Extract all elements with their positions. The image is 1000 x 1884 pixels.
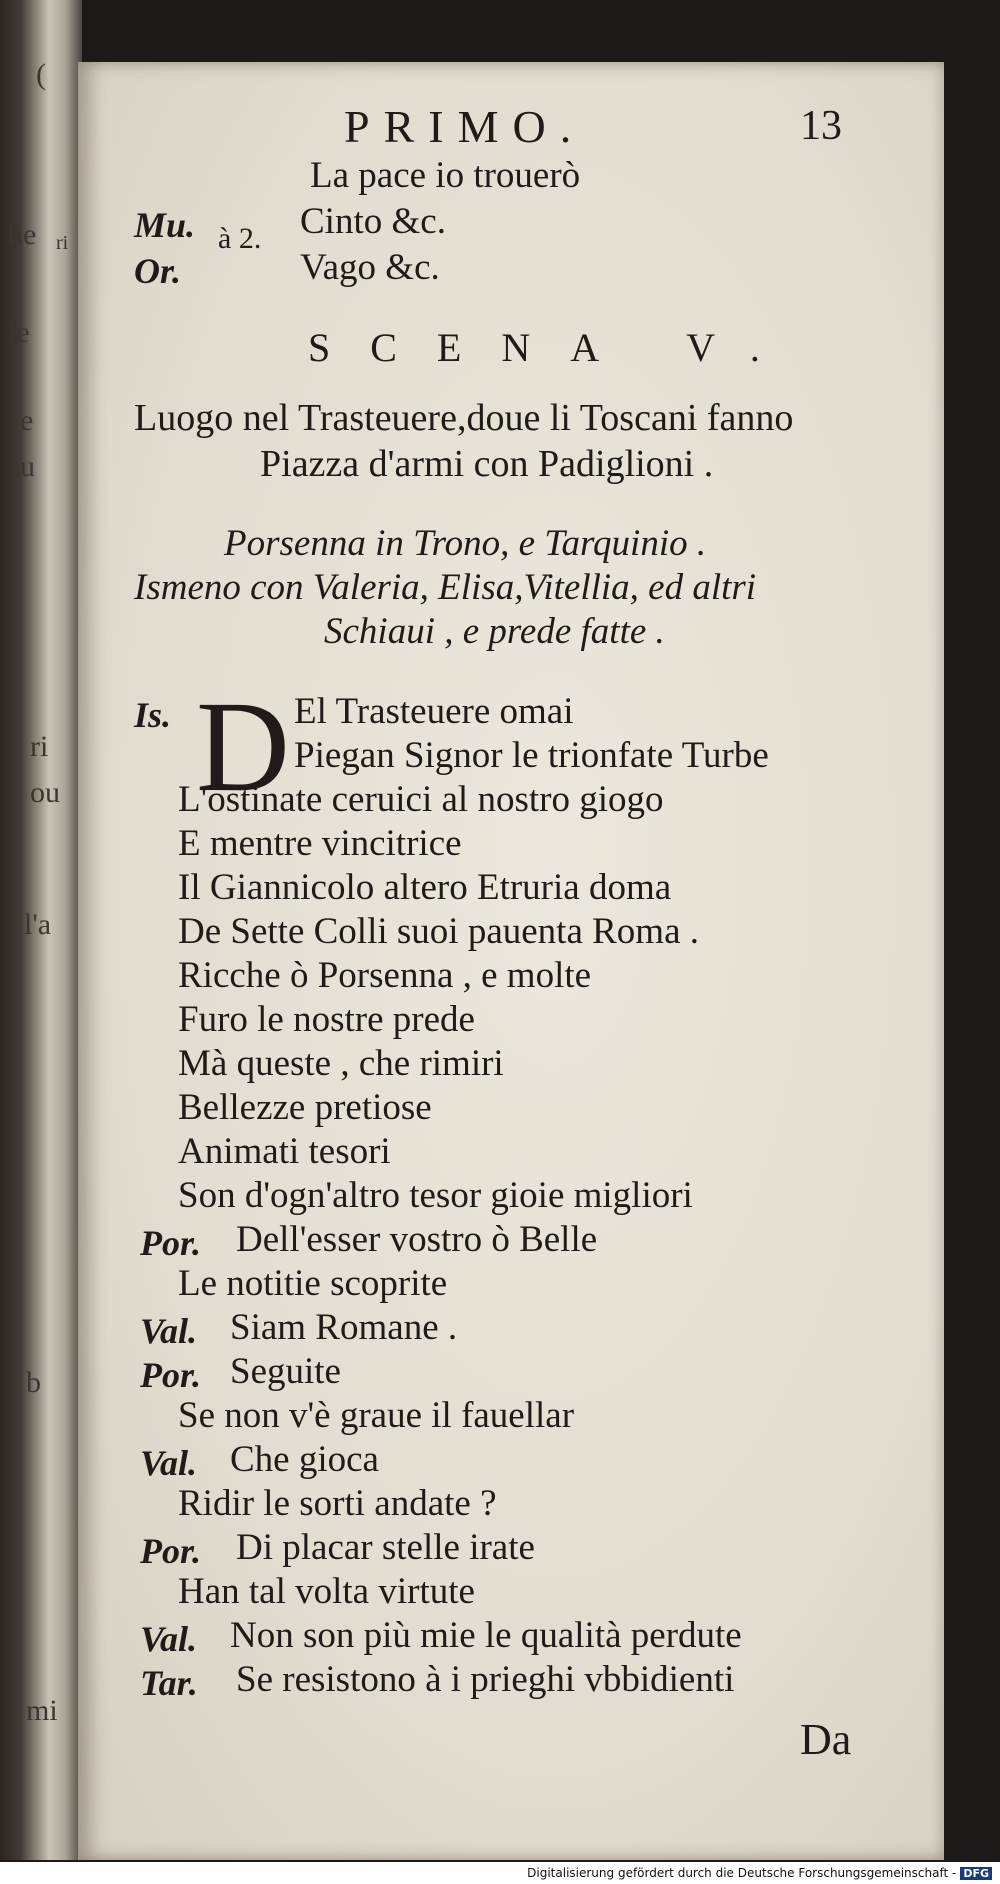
scene-title: SCENA V.	[308, 325, 800, 370]
speaker-label: Is.	[134, 695, 172, 735]
book-page	[78, 62, 944, 1860]
verse-line: Seguite	[230, 1351, 341, 1392]
digitization-footer	[0, 1862, 1000, 1884]
spine-fragment: u	[20, 450, 35, 483]
verse-line: Mà queste , che rimiri	[178, 1043, 504, 1084]
speaker-label: Mu.	[134, 205, 196, 245]
verse-line: Vago &c.	[300, 247, 440, 288]
verse-line: Animati tesori	[178, 1131, 391, 1172]
verse-line: La pace io trouerò	[310, 155, 581, 196]
running-title: PRIMO.	[344, 101, 586, 152]
speaker-label: Por.	[140, 1223, 202, 1263]
spine-fragment: he	[8, 218, 37, 251]
spine-fragment: l'a	[24, 908, 52, 941]
footer-credit: Digitalisierung gefördert durch die Deutsche Forschungsgemeinschaft -	[527, 1866, 957, 1880]
book-spine	[0, 0, 82, 1860]
verse-line: Se non v'è graue il fauellar	[178, 1395, 575, 1436]
verse-line: L'ostinate ceruici al nostro giogo	[178, 779, 664, 820]
verse-line: E mentre vincitrice	[178, 823, 462, 864]
speaker-label: Val.	[140, 1619, 198, 1659]
verse-line: Piegan Signor le trionfate Turbe	[294, 735, 769, 776]
verse-line: Non son più mie le qualità perdute	[230, 1615, 742, 1656]
cast-list: Schiaui , e prede fatte .	[324, 611, 665, 652]
verse-line: Ricche ò Porsenna , e molte	[178, 955, 592, 996]
verse-line: Le notitie scoprite	[178, 1263, 448, 1304]
verse-line: Dell'esser vostro ò Belle	[236, 1219, 598, 1260]
verse-line: Siam Romane .	[230, 1307, 458, 1348]
verse-line: El Trasteuere omai	[294, 691, 574, 732]
spine-fragment: b	[26, 1366, 41, 1399]
cast-list: Porsenna in Trono, e Tarquinio .	[224, 523, 707, 564]
page-number: 13	[800, 103, 842, 149]
speaker-label: Por.	[140, 1355, 202, 1395]
speaker-label: Val.	[140, 1443, 198, 1483]
drop-cap: D	[196, 675, 290, 819]
verse-line: Han tal volta virtute	[178, 1571, 475, 1612]
verse-line: De Sette Colli suoi pauenta Roma .	[178, 911, 699, 952]
cast-list: Ismeno con Valeria, Elisa,Vitellia, ed altri	[134, 567, 757, 608]
dfg-logo: DFG	[960, 1867, 992, 1880]
catchword: Da	[800, 1715, 852, 1764]
spine-fragment: (	[36, 58, 46, 91]
spine-fragment: le	[8, 316, 30, 349]
speaker-label: Tar.	[140, 1663, 198, 1703]
speaker-label: Val.	[140, 1311, 198, 1351]
verse-line: Ridir le sorti andate ?	[178, 1483, 497, 1524]
spine-fragment: ou	[30, 776, 60, 809]
verse-line: Bellezze pretiose	[178, 1087, 432, 1128]
verse-line: Se resistono à i prieghi vbbidienti	[236, 1659, 735, 1700]
spine-fragment: ri	[30, 730, 49, 763]
speaker-label: Por.	[140, 1531, 202, 1571]
verse-line: Di placar stelle irate	[236, 1527, 535, 1568]
verse-line: Cinto &c.	[300, 201, 446, 242]
verse-line: Il Giannicolo altero Etruria doma	[178, 867, 672, 908]
spine-fragment: mi	[26, 1694, 58, 1727]
duet-marker: à 2.	[218, 222, 262, 255]
speaker-label: Or.	[134, 251, 182, 291]
scene-setting: Luogo nel Trasteuere,doue li Toscani fanno	[134, 397, 794, 439]
spine-fragment: ri	[56, 232, 69, 254]
verse-line: Che gioca	[230, 1439, 379, 1480]
spine-fragment: e	[20, 404, 34, 437]
verse-line: Son d'ogn'altro tesor gioie migliori	[178, 1175, 693, 1216]
verse-line: Furo le nostre prede	[178, 999, 475, 1040]
scene-setting: Piazza d'armi con Padiglioni .	[260, 443, 714, 485]
